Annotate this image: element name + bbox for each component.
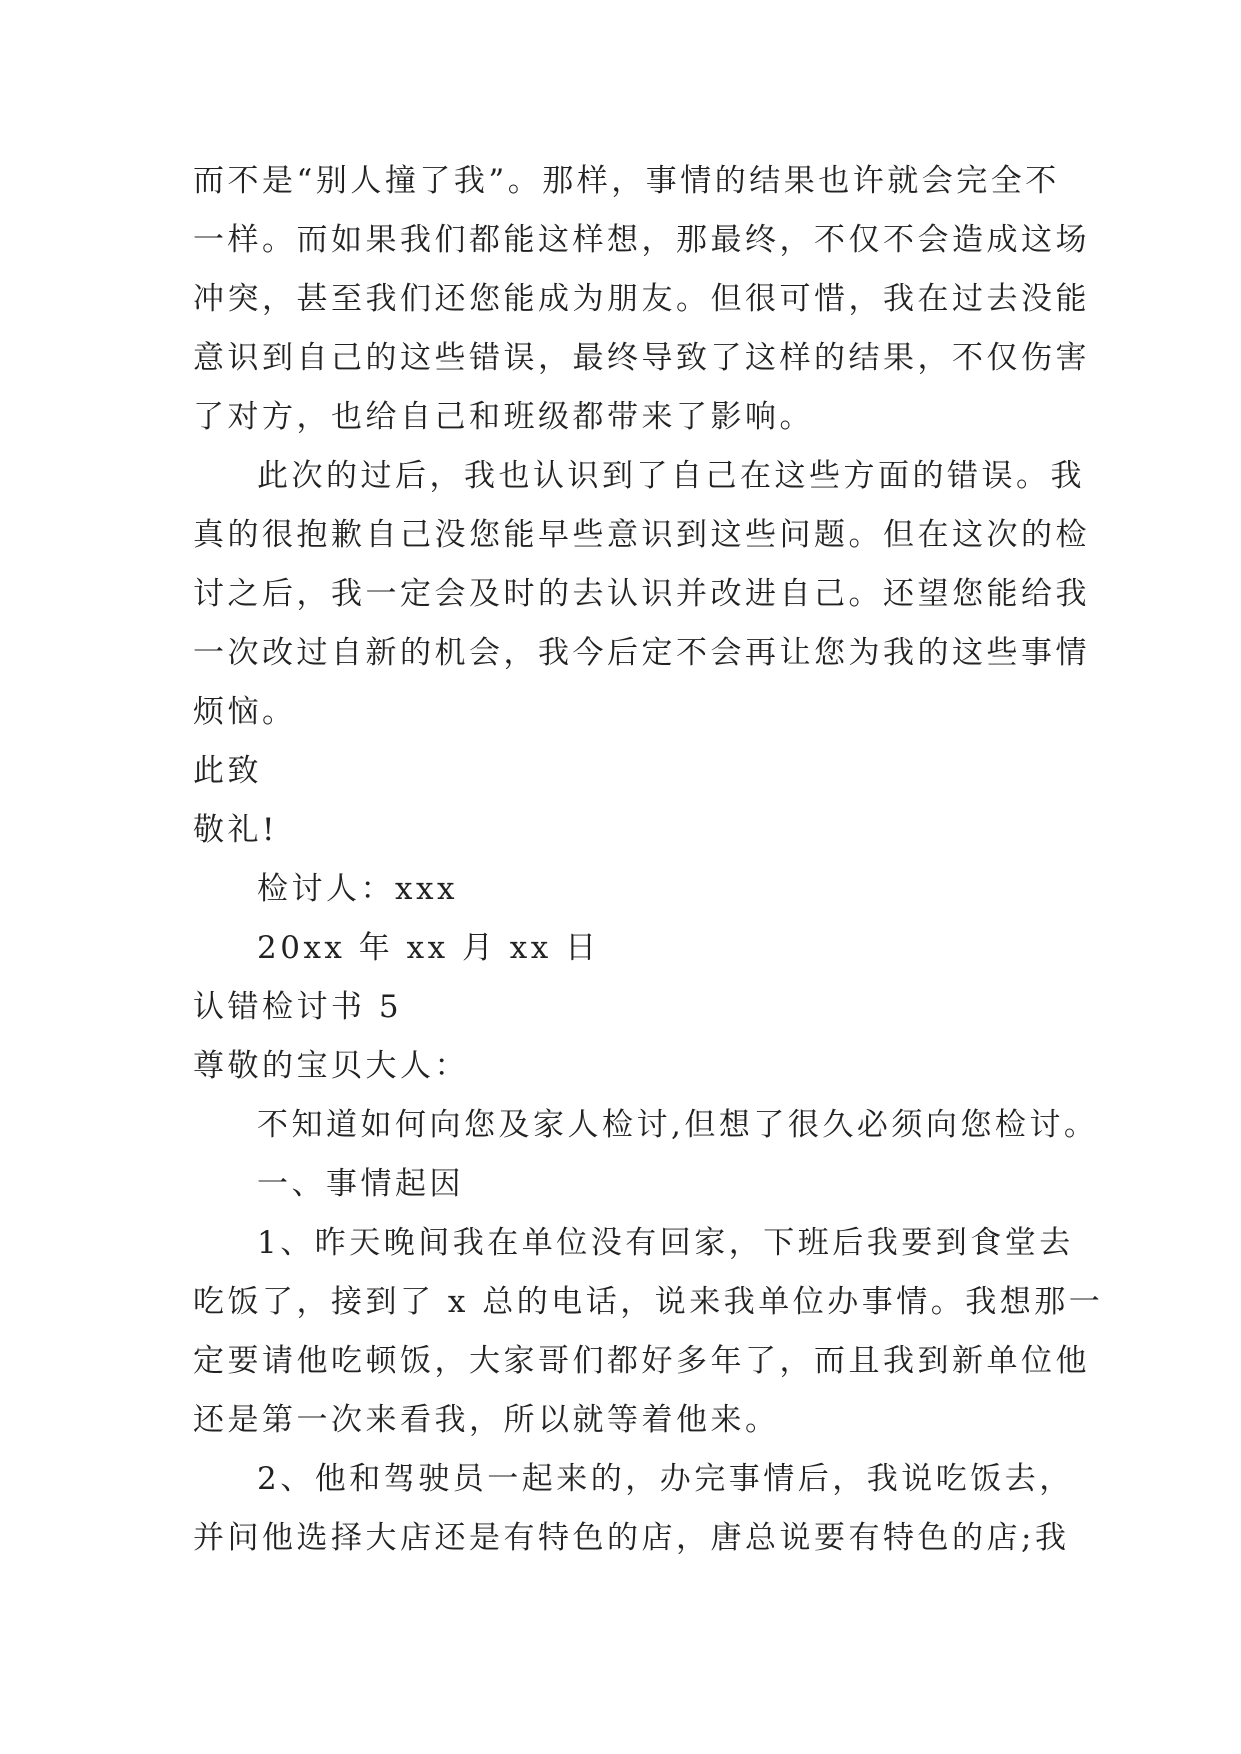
closing-salutation: 此致 bbox=[193, 753, 262, 789]
section-title: 认错检讨书 5 bbox=[193, 989, 403, 1025]
text-line: 冲突，甚至我们还您能成为朋友。但很可惜，我在过去没能 bbox=[193, 281, 1090, 317]
paragraph-first-line: 1、昨天晚间我在单位没有回家，下班后我要到食堂去 bbox=[257, 1225, 1074, 1261]
text-line: 真的很抱歉自己没您能早些意识到这些问题。但在这次的检 bbox=[193, 517, 1090, 553]
text-line: 意识到自己的这些错误，最终导致了这样的结果，不仅伤害 bbox=[193, 340, 1090, 376]
text-line: 一次改过自新的机会，我今后定不会再让您为我的这些事情 bbox=[193, 635, 1090, 671]
date-line: 20xx 年 xx 月 xx 日 bbox=[257, 930, 600, 966]
text-line: 讨之后，我一定会及时的去认识并改进自己。还望您能给我 bbox=[193, 576, 1090, 612]
text-line: 一样。而如果我们都能这样想，那最终，不仅不会造成这场 bbox=[193, 222, 1090, 258]
closing-regards: 敬礼! bbox=[193, 812, 278, 848]
paragraph-first-line: 2、他和驾驶员一起来的，办完事情后，我说吃饭去， bbox=[257, 1461, 1074, 1497]
paragraph-first-line: 此次的过后，我也认识到了自己在这些方面的错误。我 bbox=[257, 458, 1085, 494]
text-line: 并问他选择大店还是有特色的店，唐总说要有特色的店;我 bbox=[193, 1520, 1070, 1556]
text-line: 还是第一次来看我，所以就等着他来。 bbox=[193, 1402, 780, 1438]
paragraph-first-line: 不知道如何向您及家人检讨,但想了很久必须向您检讨。 bbox=[257, 1107, 1099, 1143]
greeting-line: 尊敬的宝贝大人： bbox=[193, 1048, 469, 1084]
document-body bbox=[193, 152, 1104, 1568]
text-line: 烦恼。 bbox=[193, 694, 297, 730]
text-line: 而不是“别人撞了我”。那样，事情的结果也许就会完全不 bbox=[193, 163, 1060, 199]
text-line: 定要请他吃顿饭，大家哥们都好多年了，而且我到新单位他 bbox=[193, 1343, 1090, 1379]
section-heading: 一、事情起因 bbox=[257, 1166, 464, 1202]
text-line: 了对方，也给自己和班级都带来了影响。 bbox=[193, 399, 814, 435]
signature-line: 检讨人：xxx bbox=[257, 871, 458, 907]
text-line: 吃饭了，接到了 x 总的电话，说来我单位办事情。我想那一 bbox=[193, 1284, 1104, 1320]
